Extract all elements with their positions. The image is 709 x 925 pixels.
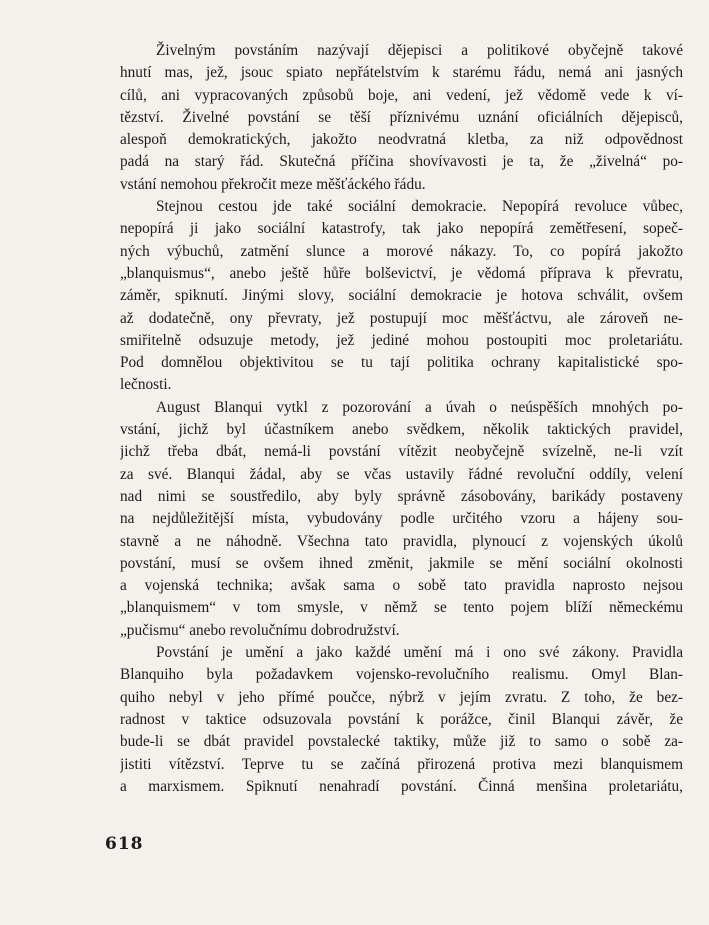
text-line: až dodatečně, ony převraty, jež postupují moc měšťáctvu, ale zároveň ne- <box>120 309 683 327</box>
paragraph-3 <box>120 397 683 642</box>
text-line: cílů, ani vypracovaných způsobů boje, ani vedení, jež vědomě vede k ví- <box>120 86 683 104</box>
text-line: jistiti vítězství. Teprve tu se začíná přirozená protiva mezi blanquismem <box>120 755 683 773</box>
text-line: jichž třeba dbát, nemá-li povstání vítězit neobyčejně svízelně, ne-li vzít <box>120 443 683 461</box>
paragraph-4 <box>120 642 683 798</box>
text-line: Povstání je umění a jako každé umění má i ono své zákony. Pravidla <box>156 644 683 662</box>
text-line: povstání, musí se ovšem ihned změnit, jakmile se mění sociální okolnosti <box>120 554 683 572</box>
text-line: bude-li se dbát pravidel povstalecké taktiky, může již to samo o sobě za- <box>120 733 683 751</box>
text-line: nepopírá ji jako sociální katastrofy, tak jako nepopírá zemětřesení, sopeč- <box>120 220 683 238</box>
text-line: tězství. Živelné povstání se těší příznivému uznání oficiálních dějepisců, <box>120 108 683 126</box>
text-line: nad nimi se soustředilo, aby byly správně zásobovány, barikády postaveny <box>120 487 683 505</box>
text-line: a marxismem. Spiknutí nenahradí povstání. Činná menšina proletariátu, <box>120 777 683 795</box>
text-line: záměr, spiknutí. Jinými slovy, sociální demokracie je hotova schválit, ovšem <box>120 287 683 305</box>
body-text <box>120 40 683 798</box>
text-line: August Blanqui vytkl z pozorování a úvah o neúspěších mnohých po- <box>156 398 683 416</box>
text-line: a vojenská technika; avšak sama o sobě tato pravidla naprosto nejsou <box>120 577 683 595</box>
text-line: alespoň demokratických, jakožto neodvratná kletba, za niž odpovědnost <box>120 131 683 149</box>
paragraph-2 <box>120 196 683 397</box>
text-line: radnost v taktice odsuzovala povstání k porážce, činil Blanqui závěr, že <box>120 710 683 728</box>
text-line: stavně a ne náhodně. Všechna tato pravidla, plynoucí z vojenských úkolů <box>120 532 683 550</box>
text-line: „pučismu“ anebo revolučnímu dobrodružství. <box>120 621 400 639</box>
text-line: Živelným povstáním nazývají dějepisci a politikové obyčejně takové <box>156 42 683 59</box>
text-line: na nejdůležitější místa, vybudovány podle určitého vzoru a hájeny sou- <box>120 510 683 528</box>
text-line: padá na starý řád. Skutečná příčina shovívavosti je ta, že „živelná“ po- <box>120 153 683 171</box>
text-line: za své. Blanqui žádal, aby se včas ustavily řádné revoluční oddíly, velení <box>120 465 683 483</box>
paragraph-1 <box>120 40 683 196</box>
text-line: vstání, jichž byl účastníkem anebo svědkem, několik taktických pravidel, <box>120 421 683 439</box>
text-line: „blanquismem“ v tom smysle, v němž se tento pojem blíží německému <box>120 599 683 617</box>
text-line: smiřitelně odsuzuje metody, jež jediné mohou postoupiti moc proletariátu. <box>120 331 683 349</box>
text-line: lečnosti. <box>120 376 172 394</box>
text-line: quiho nebyl v jeho přímé poučce, nýbrž v jejím zvratu. Z toho, že bez- <box>120 688 683 706</box>
text-line: ných výbuchů, zatmění slunce a morové nákazy. To, co popírá jakožto <box>120 242 683 260</box>
book-page <box>105 40 683 910</box>
text-line: Pod domnělou objektivitou se tu tají politika ochrany kapitalistické spo- <box>120 354 683 372</box>
text-line: Stejnou cestou jde také sociální demokracie. Nepopírá revoluce vůbec, <box>156 198 683 216</box>
text-line: „blanquismus“, anebo ještě hůře bolševictví, je vědomá příprava k převratu, <box>120 264 683 282</box>
page-number: 618 <box>105 834 144 854</box>
text-line: vstání nemohou překročit meze měšťáckého řádu. <box>120 175 426 193</box>
text-line: Blanquiho byla požadavkem vojensko-revolučního realismu. Omyl Blan- <box>120 666 683 684</box>
text-line: hnutí mas, jež, jsouc spiato nepřátelstvím k starému řádu, nemá ani jasných <box>120 64 683 82</box>
